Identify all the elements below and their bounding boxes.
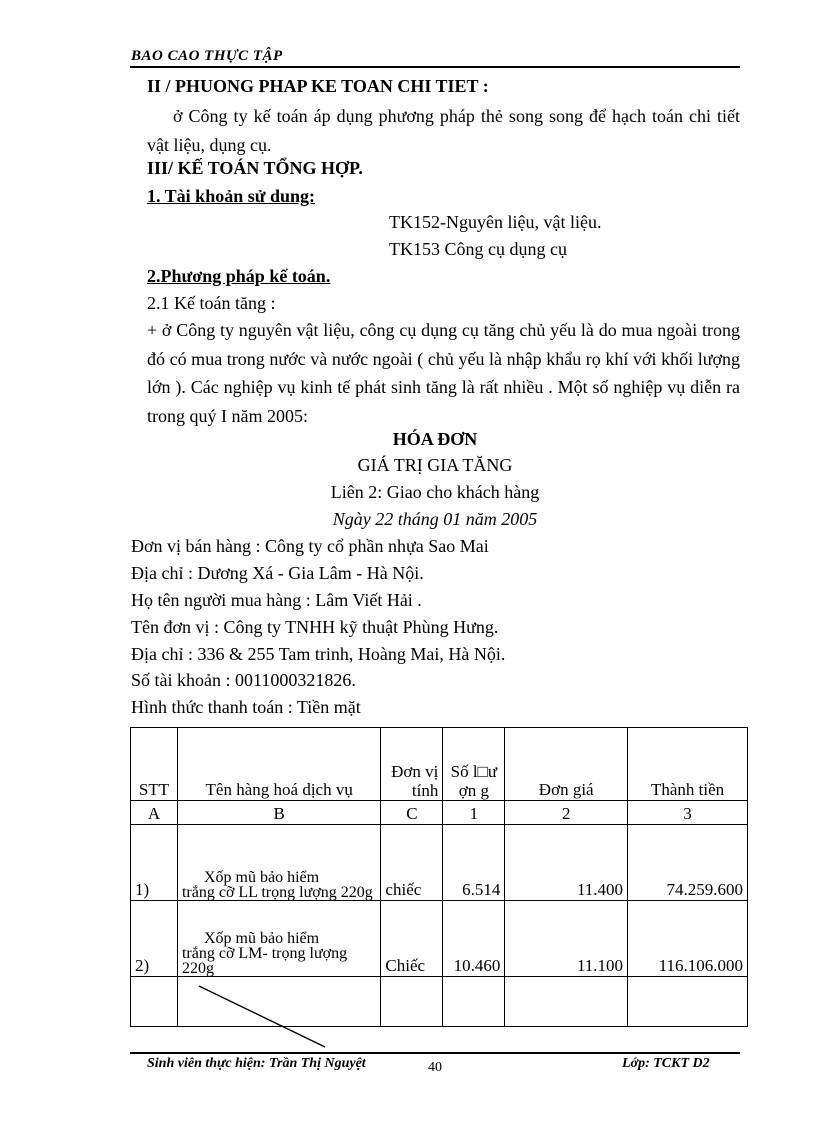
buyer-address-line: Địa chỉ : 336 & 255 Tam trinh, Hoàng Mai, Hà Nội. (131, 644, 506, 664)
increase-accounting-label: 2.1 Kế toán tăng : (147, 293, 276, 313)
code-1: 1 (443, 801, 505, 825)
increase-paragraph: + ở Công ty nguyên vật liệu, công cụ dụng cụ tăng chủ yếu là do mua ngoài trong đó có mua trong nước và nước ngoài ( chủ yếu là nhập khẩu rọ khí với khối lượng lớn ). Các nghiệp vụ kinh tế phát sinh tăng là rất nhiều . Một số nghiệp vụ diễn ra trong quý I năm 2005: (147, 320, 740, 426)
row-quantity: 10.460 (443, 901, 505, 977)
account-number-line: Số tài khoản : 0011000321826. (131, 670, 356, 690)
row-stt: 1) (131, 825, 178, 901)
row-unit: Chiếc (381, 901, 443, 977)
row-amount: 116.106.000 (628, 901, 748, 977)
seller-line: Đơn vị bán hàng : Công ty cổ phần nhựa Sao Mai (131, 536, 489, 556)
invoice-date: Ngày 22 tháng 01 năm 2005 (332, 509, 538, 529)
code-b: B (177, 801, 380, 825)
header-unit-price: Đơn giá (505, 728, 628, 801)
invoice-copy: Liên 2: Giao cho khách hàng (330, 482, 540, 502)
header-amount: Thành tiền (628, 728, 748, 801)
code-c: C (381, 801, 443, 825)
section-2-heading: II / PHUONG PHAP KE TOAN CHI TIET : (147, 76, 489, 96)
payment-method-line: Hình thức thanh toán : Tiền mặt (131, 697, 361, 717)
page-number: 40 (428, 1060, 442, 1075)
footer-class: Lớp: TCKT D2 (622, 1056, 710, 1071)
invoice-subtitle: GIÁ TRỊ GIA TĂNG (357, 455, 513, 475)
accounts-subheading: 1. Tài khoản sử dung: (147, 186, 316, 206)
item-name-line-1: Xốp mũ bảo hiểm (203, 930, 320, 947)
row-quantity: 6.514 (443, 825, 505, 901)
method-subheading: 2.Phương pháp kế toán. (147, 266, 331, 286)
code-3: 3 (628, 801, 748, 825)
header-item-name: Tên hàng hoá dịch vụ (177, 728, 380, 801)
account-153: TK153 Công cụ dụng cụ (389, 239, 567, 259)
item-name-line-2: trắng cỡ LM- trọng lượng 220g (181, 945, 348, 977)
row-unit-price: 11.100 (505, 901, 628, 977)
code-2: 2 (505, 801, 628, 825)
item-name-line-2: trắng cỡ LL trọng lượng 220g (181, 884, 373, 901)
section-3-heading: III/ KẾ TOÁN TỔNG HỢP. (147, 158, 363, 178)
item-name-line-1: Xốp mũ bảo hiểm (203, 869, 320, 886)
diagonal-line (199, 986, 325, 1047)
section-2-paragraph: ở Công ty kế toán áp dụng phương pháp thẻ song song để hạch toán chi tiết vật liệu, dụng cụ. (147, 106, 740, 155)
report-header-title: BAO CAO THỰC TẬP (131, 48, 283, 64)
account-152: TK152-Nguyên liệu, vật liệu. (389, 212, 602, 232)
footer-rule (130, 1052, 740, 1054)
header-quantity: Số l□ượn g (443, 728, 505, 801)
header-stt: STT (131, 728, 178, 801)
row-amount: 74.259.600 (628, 825, 748, 901)
invoice-title: HÓA ĐƠN (392, 429, 478, 449)
row-stt: 2) (131, 901, 178, 977)
row-unit-price: 11.400 (505, 825, 628, 901)
code-a: A (131, 801, 178, 825)
buyer-company-line: Tên đơn vị : Công ty TNHH kỹ thuật Phùng Hưng. (131, 617, 499, 637)
seller-address-line: Địa chỉ : Dương Xá - Gia Lâm - Hà Nội. (131, 563, 424, 583)
header-unit: Đơn vị tính (381, 728, 443, 801)
buyer-name-line: Họ tên người mua hàng : Lâm Viết Hải . (131, 590, 422, 610)
footer-student: Sinh viên thực hiện: Trần Thị Nguyệt (147, 1056, 366, 1071)
row-unit: chiếc (381, 825, 443, 901)
